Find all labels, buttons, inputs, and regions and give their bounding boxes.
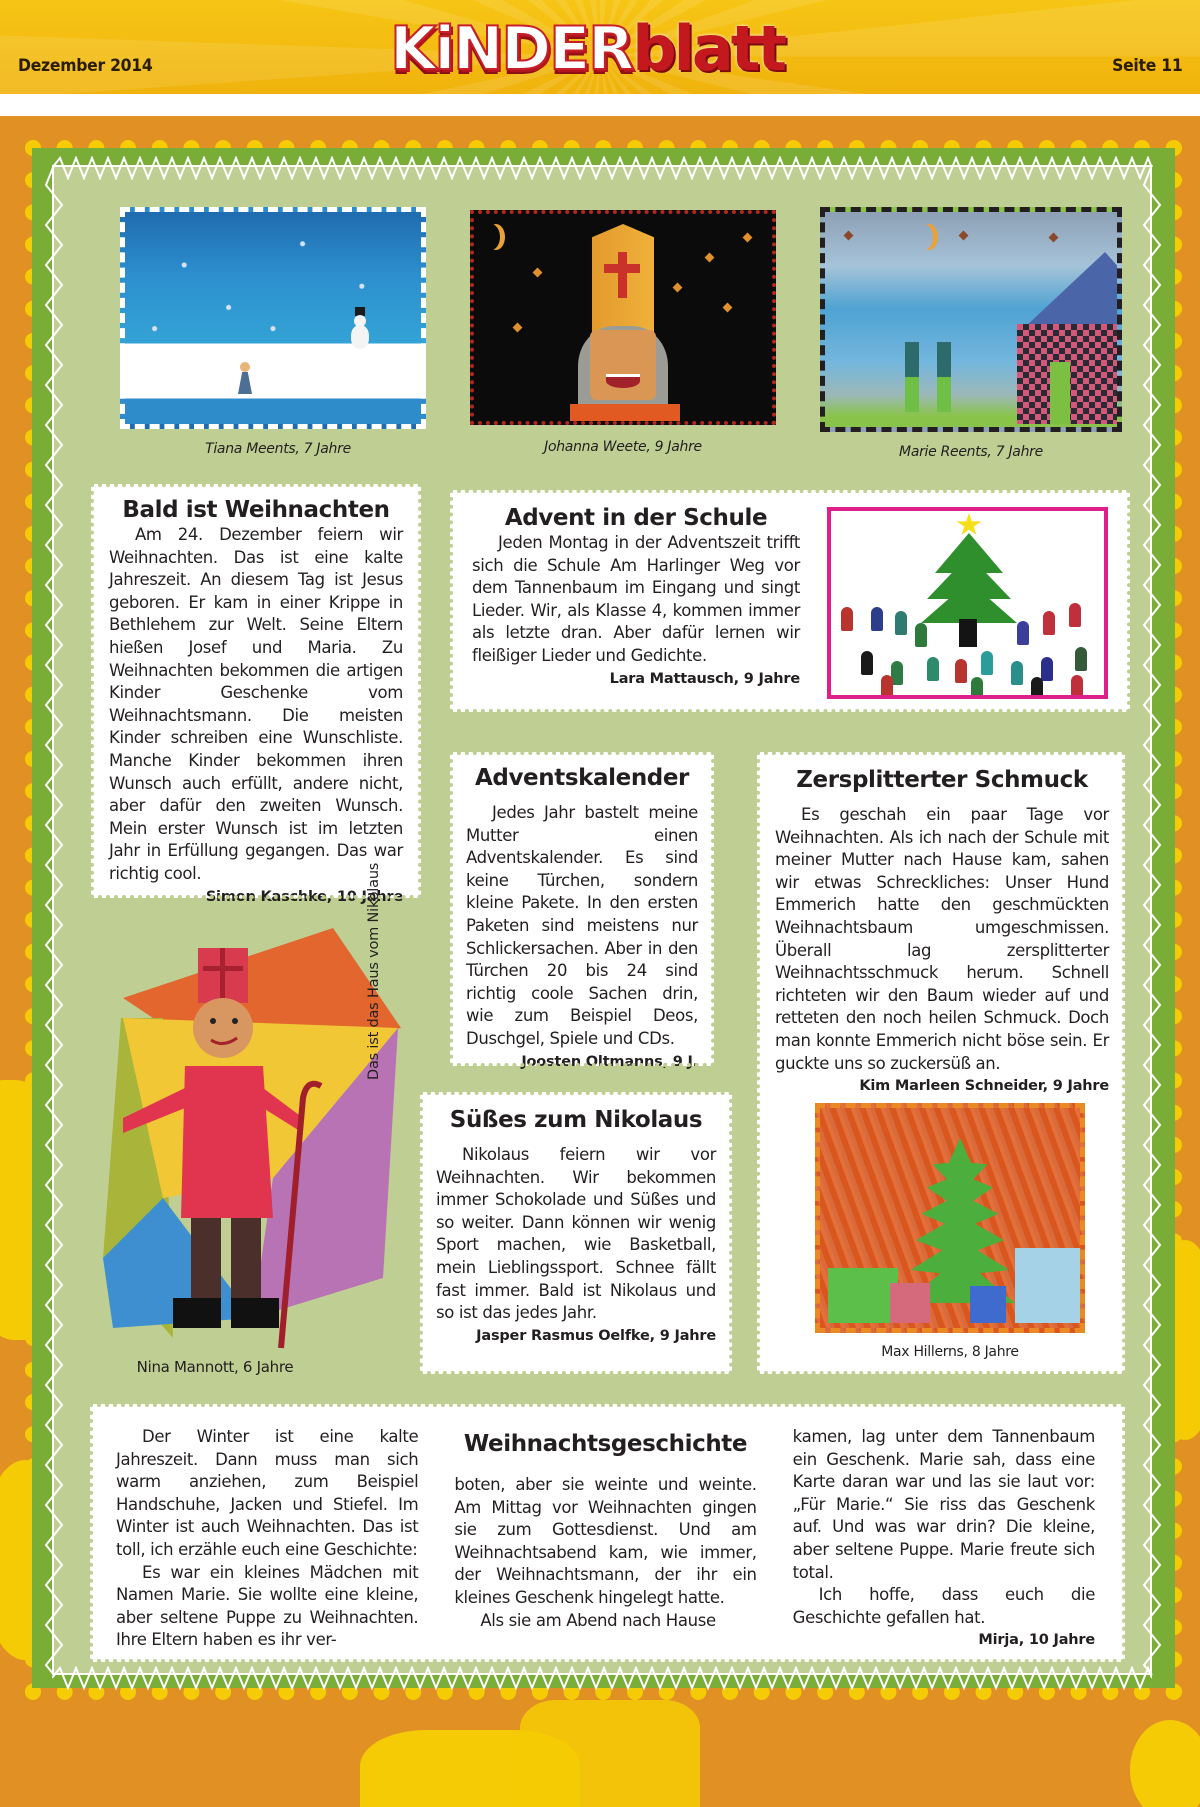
drawing-advent-tree: [827, 507, 1108, 699]
gift-box: [970, 1286, 1006, 1323]
star-shape: [743, 233, 753, 243]
gift-box: [828, 1268, 898, 1323]
article-body: [436, 1144, 716, 1325]
child-figure: [881, 675, 893, 699]
star-shape: [533, 268, 543, 278]
star-shape: [959, 231, 969, 241]
face: [590, 330, 656, 400]
article-title: Zersplitterter Schmuck: [796, 767, 1088, 793]
leg-left: [191, 1218, 221, 1298]
article-paragraph: Jeden Montag in der Adventszeit trifft sich die Schule Am Harlinger Weg vor dem Tannenbaum im Eingang und singt Lieder. Wir, als Klasse 4, kommen immer als letzte dran. Aber dafür lernen wir fleißiger Lieder und Gedichte.: [472, 533, 800, 665]
moon-shape: [915, 224, 933, 250]
star-shape: [705, 253, 715, 263]
star-shape: [673, 283, 683, 293]
star-shape: [513, 323, 523, 333]
haus-vom-nikolaus-illustration: [103, 918, 403, 1358]
story-column-1: [116, 1426, 418, 1652]
house-roof: [1025, 252, 1122, 327]
eye: [210, 1018, 216, 1024]
yellow-splash: [520, 1700, 700, 1807]
article-title: Bald ist Weihnachten: [122, 497, 390, 523]
article-body: [109, 524, 403, 886]
caption-nina: Nina Mannott, 6 Jahre: [136, 1358, 294, 1376]
kid-figure: [937, 342, 951, 412]
star-shape: [723, 303, 733, 313]
boot-left: [173, 1298, 221, 1328]
drawing-johanna-nikolaus: [470, 210, 776, 425]
story-column-3: [793, 1426, 1095, 1652]
cross-icon: [203, 966, 243, 971]
eye: [232, 1018, 238, 1024]
zigzag-border-bottom: [52, 1666, 1152, 1690]
story-column-2: [454, 1426, 756, 1652]
article-paragraph: Jedes Jahr bastelt meine Mutter einen Adventskalender. Es sind keine Türchen, sondern kleine Pakete. In den ersten Paketen sind meistens nur Schlickersachen. Aber in den Türchen 20 bis 24 sind richtig coole Sachen drin, wie zum Beispiel Deos, Duschgel, Spiele und CDs.: [466, 803, 698, 1048]
child-figure: [871, 607, 883, 631]
caption-marie: Marie Reents, 7 Jahre: [899, 444, 1043, 460]
article-weihnachtsgeschichte: [90, 1404, 1125, 1662]
child-figure: [955, 659, 967, 683]
tree-trunk: [959, 619, 977, 647]
christmas-tree: [905, 1138, 1015, 1303]
child-figure: [915, 623, 927, 647]
article-author: Simon Kaschke, 10 Jahre: [205, 888, 403, 905]
article-body: [472, 532, 800, 668]
article-paragraph: Am 24. Dezember feiern wir Weihnachten. Das ist eine kalte Jahreszeit. An diesem Tag ist Jesus geboren. Er kam in einer Krippe in Bethlehem zur Welt. Seine Eltern hießen Josef und Maria. Zu Weihnachten bekommen die artigen Kinder Geschenke vom Weihnachtsmann. Die meisten Kinder schreiben eine Wunschliste. Manche Kinder bekommen ihren Wunsch auch erfüllt, andere nicht, aber dafür den zweiten Wunsch. Mein erster Wunsch ist im letzten Jahr in Erfüllung gegangen. Das war richtig cool.: [109, 525, 403, 883]
article-title: Süßes zum Nikolaus: [449, 1107, 703, 1133]
article-paragraph: Als sie am Abend nach Hause: [480, 1610, 716, 1630]
child-figure: [1075, 647, 1087, 671]
child-figure: [895, 611, 907, 635]
article-author: Mirja, 10 Jahre: [978, 1632, 1095, 1649]
child-figure: [1071, 675, 1083, 699]
article-body: [775, 804, 1109, 1075]
face: [193, 998, 253, 1058]
article-paragraph: Der Winter ist eine kalte Jahreszeit. Dann muss man sich warm anziehen, zum Beispiel Handschuhe, Jacken und Stiefel. Im Winter ist auch Weihnachten. Das ist toll, ich erzähle euch eine Geschichte:: [116, 1427, 419, 1559]
child-figure: [841, 607, 853, 631]
page-number: Seite 11: [1111, 56, 1182, 76]
girl-figure: [235, 362, 255, 406]
article-paragraph: Nikolaus feiern wir vor Weihnachten. Wir bekommen immer Schokolade und Süßes und so weiter. Dann können wir wenig Sport machen, wie Basketball, mein Lieblingssport. Schnee fällt fast immer. Bald ist Nikolaus und so ist das jedes Jahr.: [436, 1145, 716, 1323]
star-shape: [844, 231, 854, 241]
article-bald-ist-weihnachten: [91, 484, 421, 905]
logo-blatt-text: blatt: [632, 12, 785, 85]
zigzag-border-left: [44, 165, 64, 1675]
article-paragraph: kamen, lag unter dem Tannenbaum ein Geschenk. Marie sah, dass eine Karte daran war und las sie laut vor: „Für Marie.“ Sie riss das Geschenk auf. Und was war drin? Die kleine, aber seltene Puppe. Marie freute sich total.: [792, 1427, 1095, 1582]
caption-max: Max Hillerns, 8 Jahre: [881, 1344, 1019, 1360]
drawing-max-tree: [815, 1103, 1085, 1333]
article-suesses-zum-nikolaus: [420, 1092, 732, 1374]
masthead: [0, 0, 1200, 94]
article-paragraph: Ich hoffe, dass euch die Geschichte gefallen hat.: [792, 1585, 1095, 1627]
article-body: [466, 802, 698, 1051]
logo-kinder-text: KiNDER: [390, 14, 633, 84]
drawing-tiana-winter: [120, 207, 426, 429]
child-figure: [1017, 621, 1029, 645]
zigzag-border-right: [1142, 165, 1162, 1675]
child-figure: [1041, 657, 1053, 681]
article-paragraph: Es geschah ein paar Tage vor Weihnachten. Als ich nach der Schule mit meiner Mutter nach Hause kam, sahen wir etwas Schreckliches: Unser Hund Emmerich hatte den geschmückten Weihnachtsbaum umgeschmissen. Überall lag zersplitterter Weihnachtsschmuck herum. Schnell richteten wir den Baum wieder auf und retteten den noch heilen Schmuck. Doch man konnte Emmerich nicht böse sein. Er guckte uns so zuckersüß an.: [775, 805, 1109, 1073]
kid-figure: [905, 342, 919, 412]
moon-shape: [482, 224, 500, 250]
child-figure: [1043, 611, 1055, 635]
side-caption-nina: Das ist das Haus vom Nikolaus: [366, 862, 382, 1080]
article-author: Jasper Rasmus Oelfke, 9 Jahre: [476, 1327, 716, 1344]
child-figure: [927, 657, 939, 681]
cross-icon: [618, 252, 627, 298]
leg-right: [231, 1218, 261, 1298]
robe: [570, 404, 680, 425]
zigzag-border-top: [52, 156, 1152, 180]
child-figure: [861, 651, 873, 675]
boot-right: [231, 1298, 279, 1328]
child-figure: [971, 677, 983, 699]
article-author: Kim Marleen Schneider, 9 Jahre: [859, 1078, 1109, 1095]
snowman-figure: [350, 307, 370, 349]
article-author: Lara Mattausch, 9 Jahre: [609, 670, 800, 687]
issue-date: Dezember 2014: [18, 56, 153, 76]
caption-johanna: Johanna Weete, 9 Jahre: [544, 439, 702, 455]
caption-tiana: Tiana Meents, 7 Jahre: [205, 441, 351, 457]
child-figure: [1011, 661, 1023, 685]
article-paragraph: boten, aber sie weinte und weinte. Am Mittag vor Weihnachten gingen sie zum Gottesdienst. Und am Weihnachtsabend kam, wie immer, der Weihnachtsmann, der ihr ein kleines Geschenk hingelegt hatte.: [454, 1475, 757, 1607]
child-figure: [1069, 603, 1081, 627]
article-title: Advent in der Schule: [504, 505, 768, 531]
article-title: Adventskalender: [475, 765, 689, 791]
tree-layer: [921, 581, 1017, 623]
article-author: Joosten Oltmanns, 9 J.: [521, 1053, 698, 1070]
drawing-nina-haus-vom-nikolaus: [103, 918, 403, 1358]
gift-box: [1015, 1248, 1080, 1323]
cross-icon: [220, 948, 225, 1003]
gift-box: [890, 1283, 930, 1323]
mouth: [606, 374, 640, 388]
kinderblatt-logo: [390, 6, 810, 84]
story-column-2-body: [454, 1474, 756, 1632]
house-door: [1050, 362, 1070, 424]
drawing-marie-house: [820, 207, 1122, 432]
star-shape: [1049, 233, 1059, 243]
robe: [181, 1066, 273, 1218]
article-paragraph: Es war ein kleines Mädchen mit Namen Marie. Sie wollte eine kleine, aber seltene Puppe zu Weihnachten. Ihre Eltern haben es ihr ver-: [116, 1562, 419, 1650]
article-adventskalender: [450, 752, 714, 1070]
cross-icon: [604, 264, 640, 273]
article-title: Weihnachtsgeschichte: [463, 1431, 748, 1457]
child-figure: [981, 651, 993, 675]
child-figure: [1031, 677, 1043, 699]
